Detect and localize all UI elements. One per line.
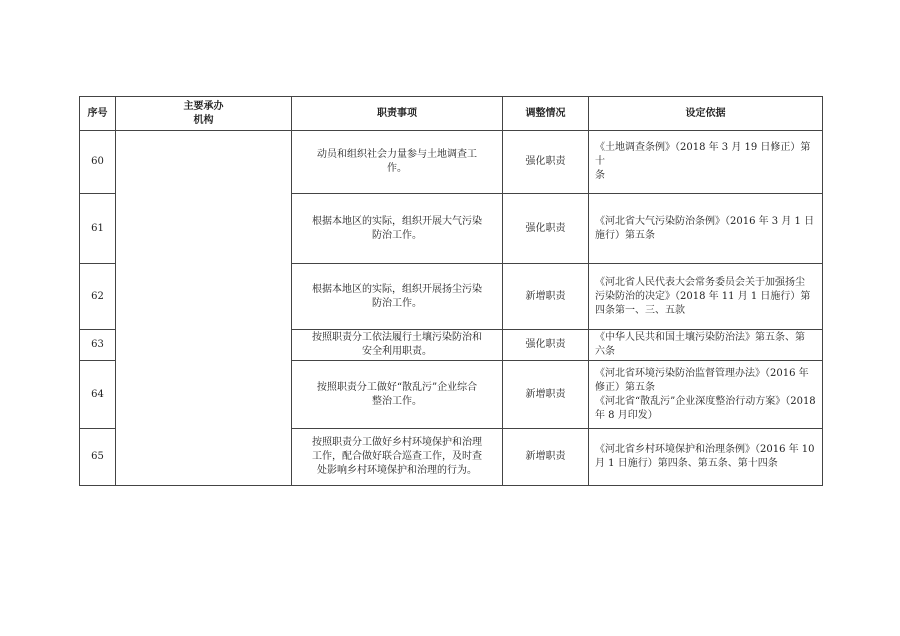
row-number: 62	[80, 264, 116, 330]
basis-text-line: 月 1 日施行）第四条、第五条、第十四条	[595, 458, 778, 469]
row-number: 61	[80, 194, 116, 264]
basis-cell	[589, 264, 823, 330]
basis-cell	[589, 330, 823, 361]
duty-text-line: 根据本地区的实际，组织开展扬尘污染	[312, 283, 482, 295]
duty-text-line: 按照职责分工做好乡村环境保护和治理	[312, 437, 482, 448]
basis-text-line: 施行）第五条	[595, 229, 655, 241]
duty-text-line: 安全利用职责。	[362, 346, 432, 357]
duty-cell	[292, 330, 503, 361]
basis-text-line: 《河北省乡村环境保护和治理条例》（2016 年 10	[595, 444, 815, 455]
adjust-cell: 强化职责	[503, 194, 589, 264]
duty-text-line: 防治工作。	[372, 229, 422, 241]
table-body	[80, 131, 823, 486]
duty-text-line: 按照职责分工做好“散乱污”企业综合	[316, 381, 478, 393]
duty-text-line: 按照职责分工依法履行土壤污染防治和	[312, 332, 482, 343]
basis-text-line: 《河北省“散乱污”企业深度整治行动方案》（2018	[595, 395, 816, 407]
row-number: 64	[80, 361, 116, 429]
basis-cell	[589, 131, 823, 194]
header-org-line1: 主要承办	[183, 100, 224, 112]
header-basis: 设定依据	[589, 97, 823, 131]
duty-text-line: 处影响乡村环境保护和治理的行为。	[317, 465, 477, 476]
row-number: 63	[80, 330, 116, 361]
table-header-row	[80, 97, 823, 131]
basis-text-line: 《河北省大气污染防治条例》（2016 年 3 月 1 日	[595, 215, 815, 227]
basis-text-line: 《河北省人民代表大会常务委员会关于加强扬尘	[595, 276, 805, 288]
adjust-cell: 新增职责	[503, 361, 589, 429]
basis-text-line: 四条第一、三、五款	[595, 304, 685, 316]
basis-text-line: 年 8 月印发）	[595, 409, 658, 421]
duty-text-line: 工作，配合做好联合巡查工作，及时查	[312, 451, 482, 462]
duty-cell	[292, 264, 503, 330]
duty-text-line: 动员和组织社会力量参与土地调查工	[317, 149, 477, 160]
header-org-line2: 机构	[193, 114, 214, 126]
header-org	[116, 97, 292, 131]
adjust-cell: 新增职责	[503, 429, 589, 486]
row-number: 65	[80, 429, 116, 486]
duty-table	[79, 96, 823, 486]
adjust-cell: 强化职责	[503, 131, 589, 194]
adjust-cell: 强化职责	[503, 330, 589, 361]
basis-text-line: 六条	[595, 346, 615, 357]
duty-text-line: 根据本地区的实际，组织开展大气污染	[312, 215, 482, 227]
adjust-cell: 新增职责	[503, 264, 589, 330]
duty-text-line: 作。	[387, 163, 407, 174]
duty-cell	[292, 194, 503, 264]
basis-text-line: 《土地调查条例》（2018 年 3 月 19 日修正）第十	[595, 142, 811, 167]
duty-text-line: 整治工作。	[372, 395, 422, 407]
basis-text-line: 《中华人民共和国土壤污染防治法》第五条、第	[595, 332, 805, 343]
header-duty: 职责事项	[292, 97, 503, 131]
org-cell	[116, 131, 292, 486]
basis-text-line: 条	[595, 170, 605, 181]
basis-cell	[589, 194, 823, 264]
header-adjust: 调整情况	[503, 97, 589, 131]
header-no: 序号	[80, 97, 116, 131]
table-row	[80, 131, 823, 194]
duty-text-line: 防治工作。	[372, 297, 422, 309]
duty-cell	[292, 361, 503, 429]
basis-cell	[589, 429, 823, 486]
duty-cell	[292, 131, 503, 194]
duty-cell	[292, 429, 503, 486]
basis-cell	[589, 361, 823, 429]
basis-text-line: 修正）第五条	[595, 381, 655, 393]
row-number: 60	[80, 131, 116, 194]
basis-text-line: 《河北省环境污染防治监督管理办法》（2016 年	[595, 367, 809, 379]
basis-text-line: 污染防治的决定》（2018 年 11 月 1 日施行）第	[595, 290, 811, 302]
